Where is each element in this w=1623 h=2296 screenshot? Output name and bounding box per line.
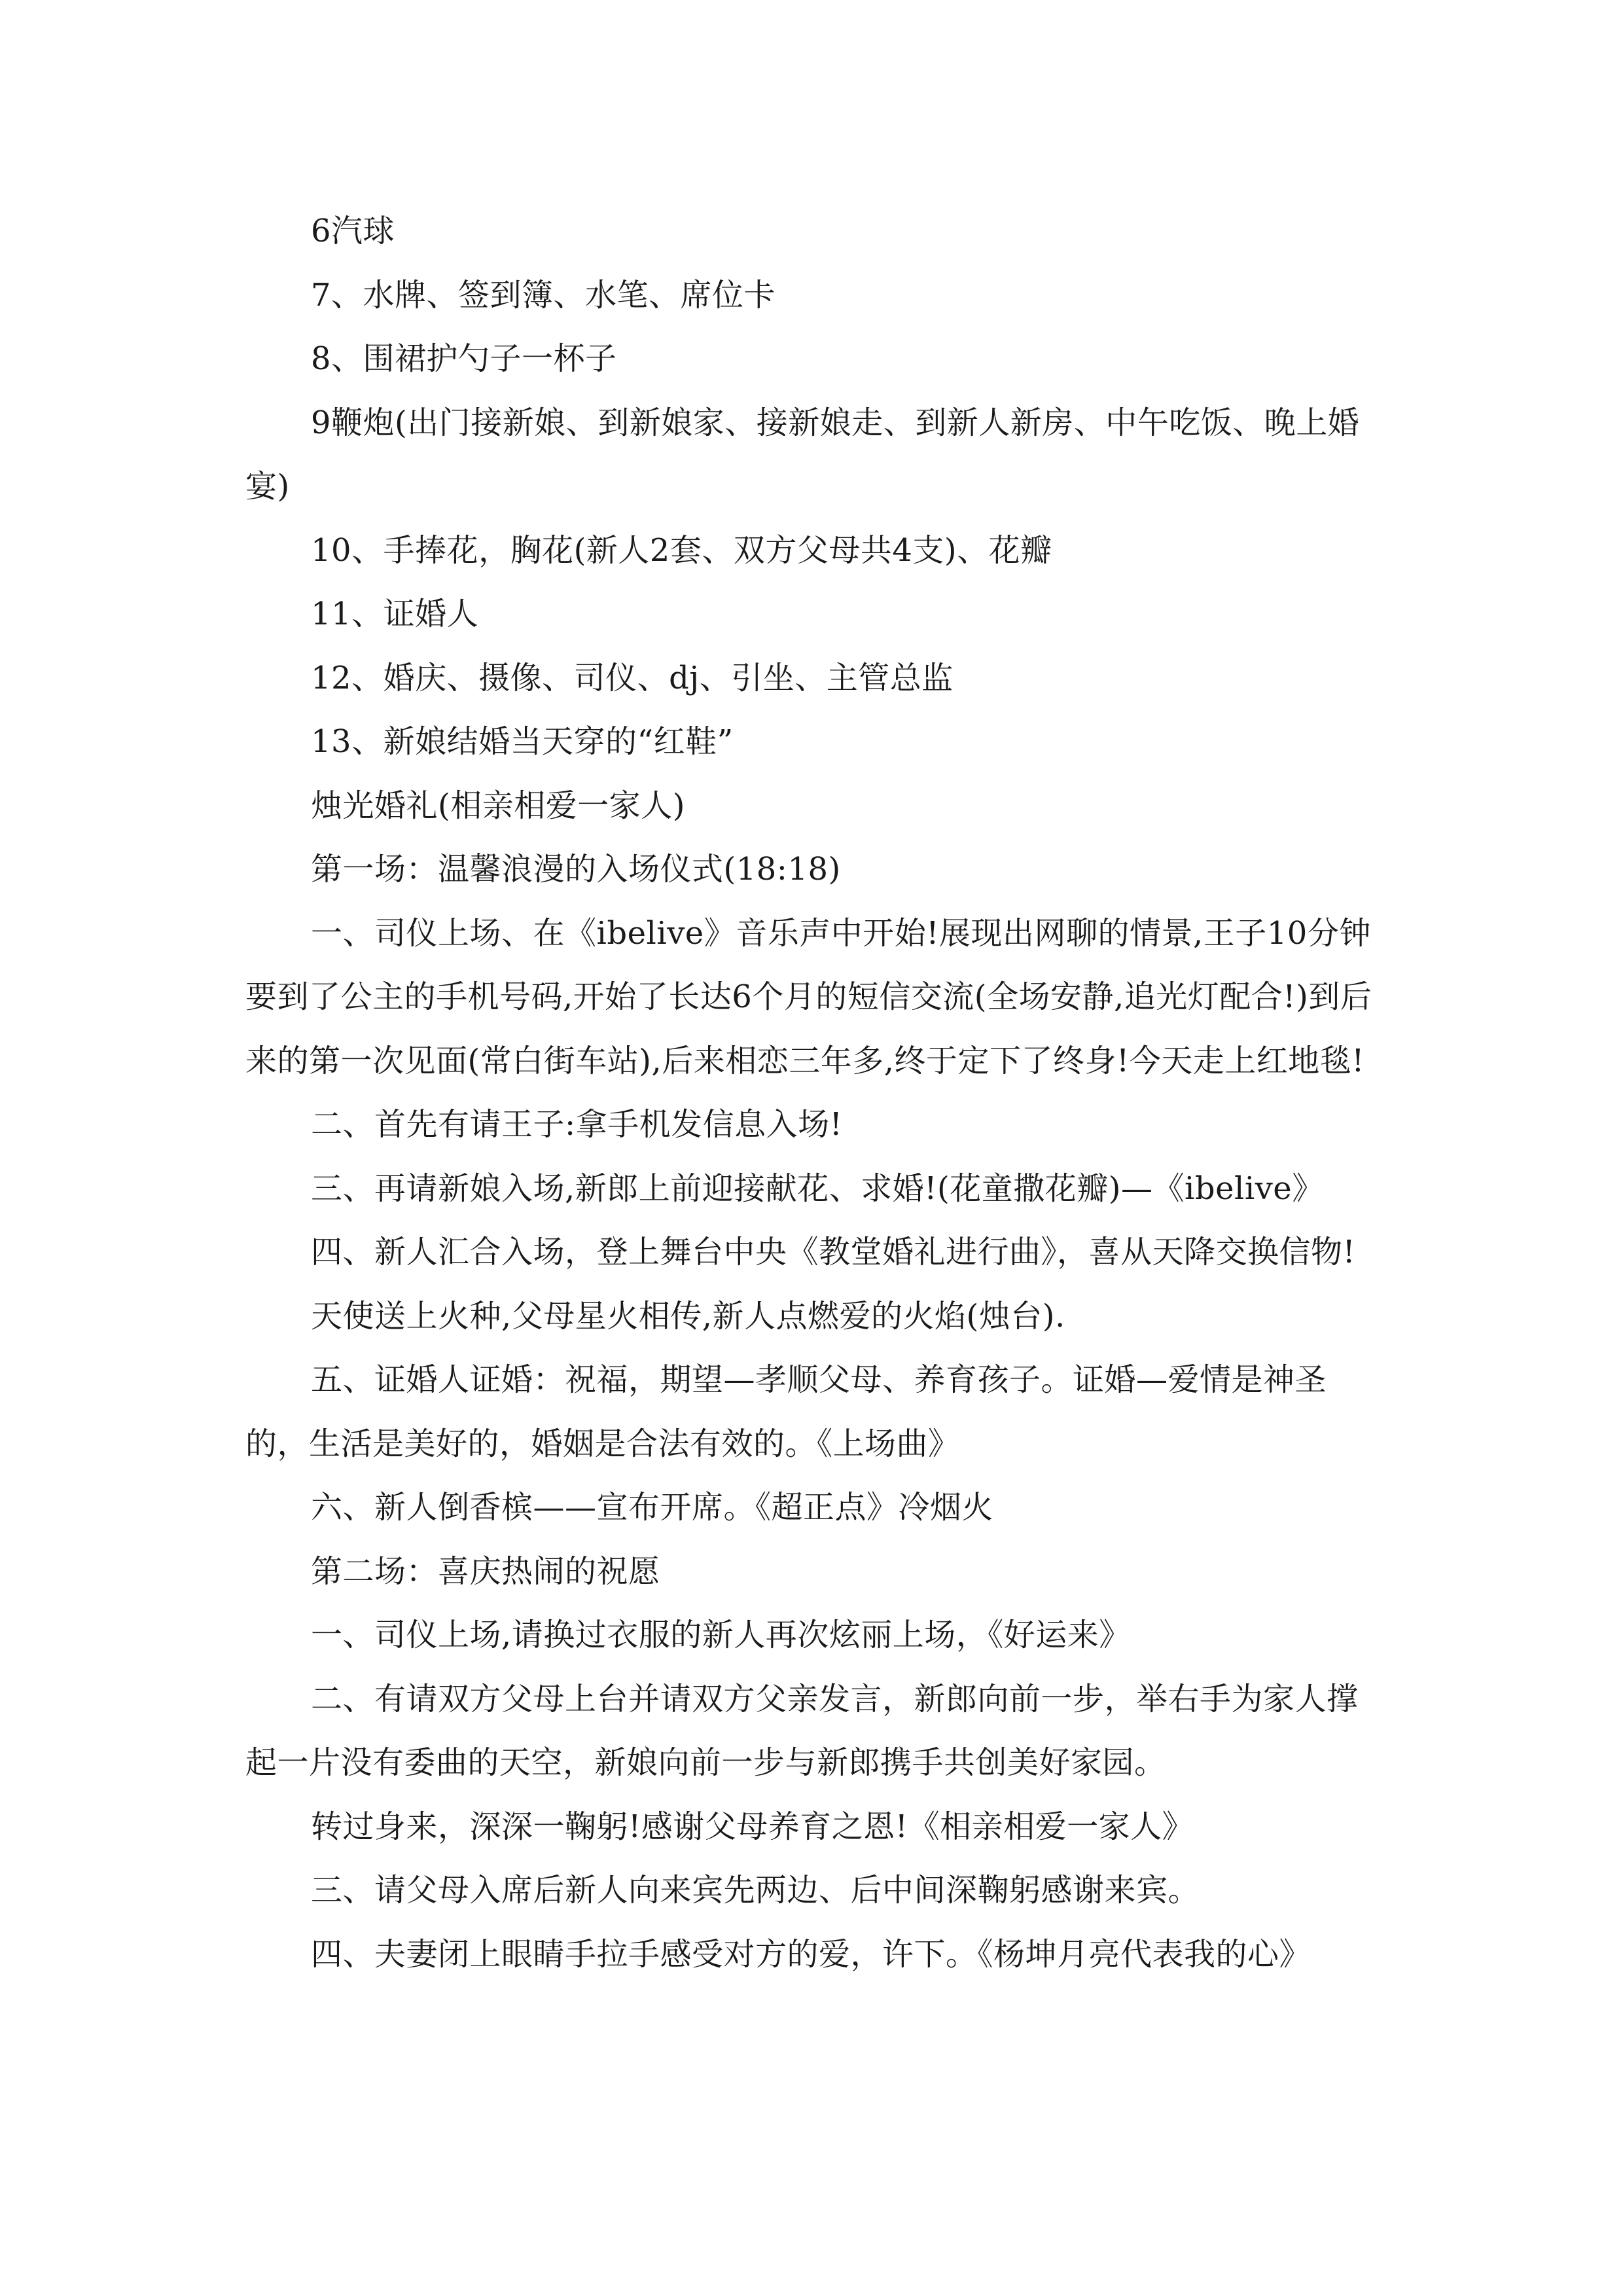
paragraph-red-shoes: 13、新娘结婚当天穿的“红鞋” [311,723,734,760]
paragraph-scene-two-item-4: 四、夫妻闭上眼睛手拉手感受对方的爱，许下。《杨坤月亮代表我的心》 [311,1935,1311,1973]
paragraph-scene-two-item-1: 一、司仪上场,请换过衣服的新人再次炫丽上场，《好运来》 [311,1617,1131,1653]
paragraph-scene-one-item-2: 二、首先有请王子:拿手机发信息入场! [311,1106,843,1143]
paragraph-scene-one-item-3: 三、再请新娘入场,新郎上前迎接献花、求婚!(花童撒花瓣)—《ibelive》 [311,1170,1324,1207]
paragraph-scene-one-item-6: 六、新人倒香槟——宣布开席。《超正点》冷烟火 [311,1489,994,1526]
paragraph-scene-one-item-1: 一、司仪上场、在《ibelive》音乐声中开始!展现出网聊的情景,王子10分钟要到了公主的手机号码,开始了长达6个月的短信交流(全场安静,追光灯配合!)到后来的第一次见面(常白街车站),后来相恋三年多,终于定下了终身!今天走上红地毯! [245,914,1372,1079]
paragraph-scene-one-item-5: 五、证婚人证婚：祝福，期望—孝顺父母、养育孩子。证婚—爱情是神圣的，生活是美好的，婚姻是合法有效的。《上场曲》 [245,1361,1327,1462]
document-body [245,200,1381,1986]
paragraph-flowers: 10、手捧花，胸花(新人2套、双方父母共4支)、花瓣 [311,531,1052,569]
paragraph-scene-one-title: 第一场：温馨浪漫的入场仪式(18:18) [311,851,841,888]
paragraph-scene-two-item-2: 二、有请双方父母上台并请双方父亲发言，新郎向前一步，举右手为家人撑起一片没有委曲的天空，新娘向前一步与新郎携手共创美好家园。 [245,1680,1359,1781]
paragraph-staff: 12、婚庆、摄像、司仪、dj、引坐、主管总监 [311,659,954,696]
paragraph-scene-one-item-4b: 天使送上火种,父母星火相传,新人点燃爱的火焰(烛台). [311,1297,1065,1335]
paragraph-scene-two-item-3: 三、请父母入席后新人向来宾先两边、后中间深鞠躬感谢来宾。 [311,1872,1200,1909]
paragraph-signboard: 7、水牌、签到簿、水笔、席位卡 [311,276,776,314]
paragraph-scene-one-item-4: 四、新人汇合入场，登上舞台中央《教堂婚礼进行曲》，喜从天降交换信物! [311,1234,1356,1270]
paragraph-scene-two-item-2b: 转过身来，深深一鞠躬!感谢父母养育之恩!《相亲相爱一家人》 [311,1808,1194,1845]
paragraph-witness: 11、证婚人 [311,596,479,632]
paragraph-balloons: 6汽球 [311,213,395,249]
paragraph-scene-two-title: 第二场：喜庆热闹的祝愿 [311,1552,660,1590]
paragraph-firecrackers: 9鞭炮(出门接新娘、到新娘家、接新娘走、到新人新房、中午吃饭、晚上婚宴) [245,404,1360,505]
paragraph-candle-wedding: 烛光婚礼(相亲相爱一家人) [311,787,685,824]
paragraph-apron: 8、围裙护勺子一杯子 [311,340,617,377]
